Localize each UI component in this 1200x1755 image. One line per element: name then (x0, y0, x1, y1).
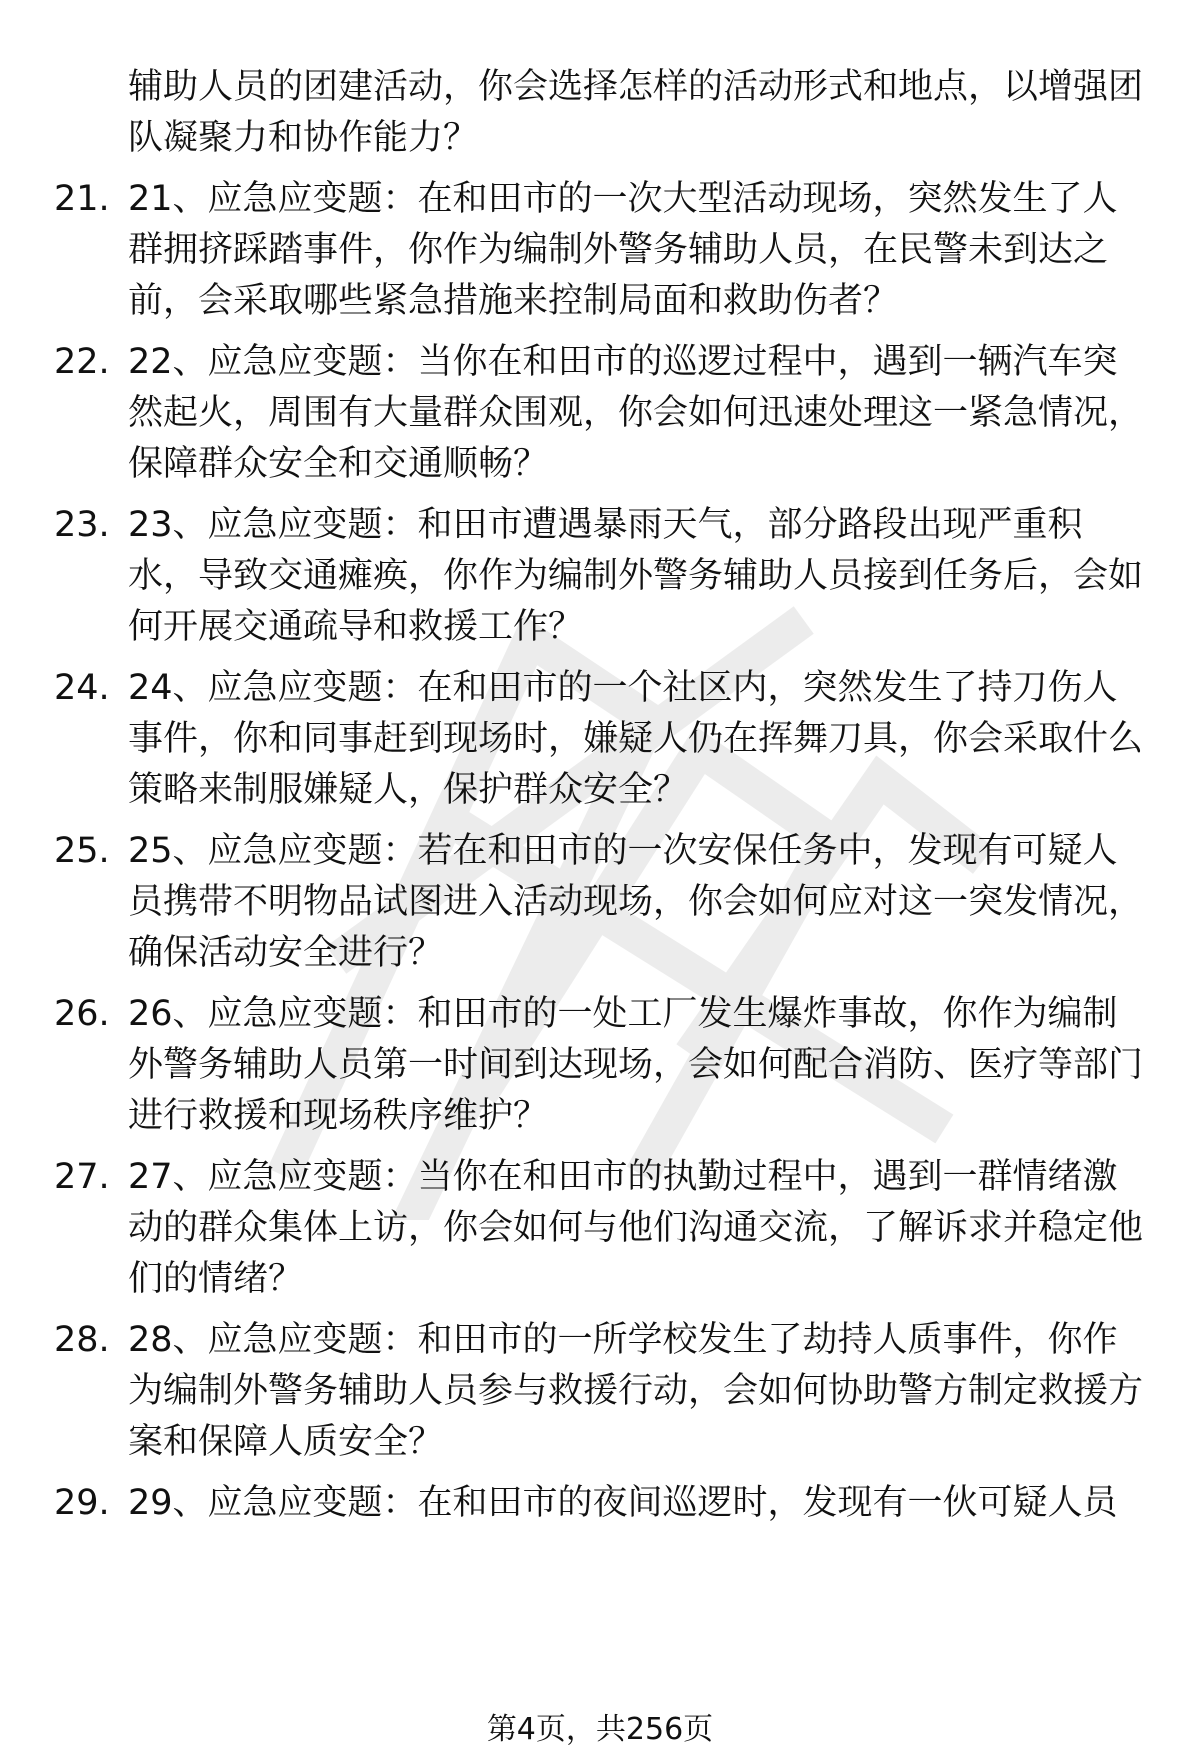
item-text: 29、应急应变题：在和田市的夜间巡逻时，发现有一伙可疑人员 (128, 1483, 1118, 1523)
item-text: 23、应急应变题：和田市遭遇暴雨天气，部分路段出现严重积水，导致交通瘫痪，你作为编制外警务辅助人员接到任务后，会如何开展交通疏导和救援工作？ (128, 505, 1144, 647)
item-number: 29. (54, 1483, 110, 1523)
item-text: 26、应急应变题：和田市的一处工厂发生爆炸事故，你作为编制外警务辅助人员第一时间到达现场，会如何配合消防、医疗等部门进行救援和现场秩序维护？ (128, 994, 1144, 1136)
item-number: 25. (54, 831, 110, 871)
intro-paragraph: 辅助人员的团建活动，你会选择怎样的活动形式和地点，以增强团队凝聚力和协作能力？ (128, 67, 1144, 158)
item-text: 21、应急应变题：在和田市的一次大型活动现场，突然发生了人群拥挤踩踏事件，你作为编制外警务辅助人员，在民警未到达之前，会采取哪些紧急措施来控制局面和救助伤者？ (128, 179, 1118, 321)
item-text: 25、应急应变题：若在和田市的一次安保任务中，发现有可疑人员携带不明物品试图进入活动现场，你会如何应对这一突发情况，确保活动安全进行？ (128, 831, 1144, 973)
item-text: 22、应急应变题：当你在和田市的巡逻过程中，遇到一辆汽车突然起火，周围有大量群众围观，你会如何迅速处理这一紧急情况，保障群众安全和交通顺畅？ (128, 342, 1144, 484)
item-text: 28、应急应变题：和田市的一所学校发生了劫持人质事件，你作为编制外警务辅助人员参与救援行动，会如何协助警方制定救援方案和保障人质安全？ (128, 1320, 1144, 1462)
item-number: 24. (54, 668, 110, 708)
item-number: 28. (54, 1320, 110, 1360)
item-text: 24、应急应变题：在和田市的一个社区内，突然发生了持刀伤人事件，你和同事赶到现场时，嫌疑人仍在挥舞刀具，你会采取什么策略来制服嫌疑人，保护群众安全？ (128, 668, 1144, 810)
item-number: 21. (54, 179, 110, 219)
item-number: 22. (54, 342, 110, 382)
item-text: 27、应急应变题：当你在和田市的执勤过程中，遇到一群情绪激动的群众集体上访，你会如何与他们沟通交流，了解诉求并稳定他们的情绪？ (128, 1157, 1144, 1299)
item-number: 26. (54, 994, 110, 1034)
page-footer: 第4页，共256页 (486, 1712, 714, 1747)
item-number: 23. (54, 505, 110, 545)
item-number: 27. (54, 1157, 110, 1197)
